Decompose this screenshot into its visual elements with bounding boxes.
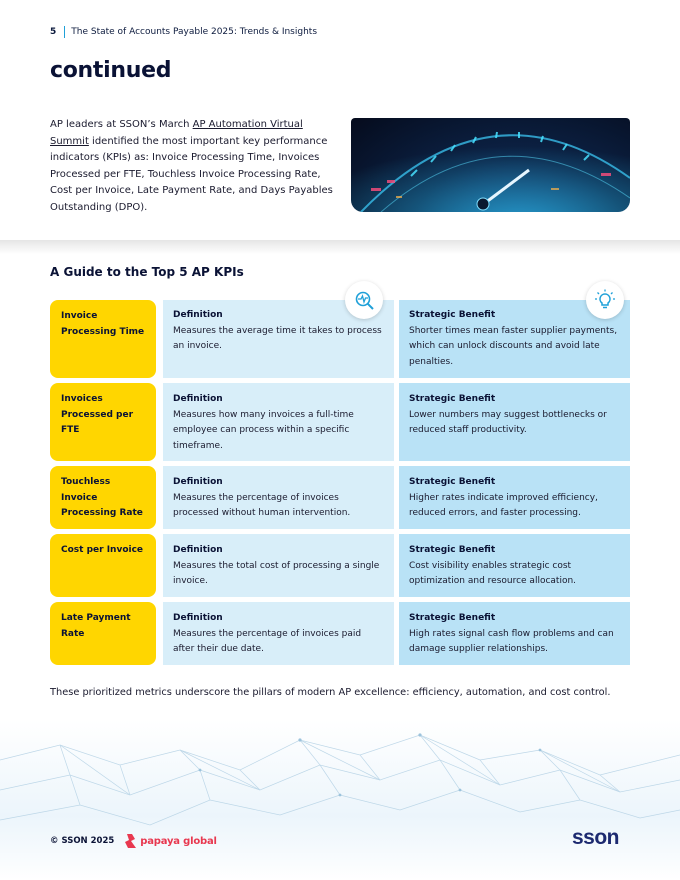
intro-paragraph — [50, 117, 335, 216]
definition-text: Measures the percentage of invoices processed without human intervention. — [173, 492, 351, 518]
papaya-logo-text: papaya global — [140, 835, 217, 847]
magnifier-chart-icon — [345, 281, 383, 319]
intro-text-end: identified the most important key performance indicators (KPIs) as: Invoice Processing Time, Invoices Processed per FTE, Touchless Invoice Processing Rate, Cost per Invoice, Late Payment Rate, and Days Payables Outstanding (DPO). — [50, 135, 333, 213]
definition-label: Definition — [173, 394, 223, 404]
definition-text: Measures the total cost of processing a single invoice. — [173, 560, 380, 586]
intro-text-start: AP leaders at SSON’s March — [50, 119, 193, 130]
footer-left — [50, 833, 217, 849]
kpi-name: Invoice Processing Time — [50, 300, 156, 378]
decorative-mesh-background — [0, 720, 680, 880]
benefit-label: Strategic Benefit — [409, 613, 496, 623]
benefit-label: Strategic Benefit — [409, 310, 496, 320]
benefit-label: Strategic Benefit — [409, 545, 496, 555]
page-number: 5 — [50, 27, 57, 37]
summit-link[interactable]: AP Automation Virtual Summit — [50, 119, 303, 147]
benefit-label: Strategic Benefit — [409, 394, 496, 404]
kpi-name: Invoices Processed per FTE — [50, 383, 156, 461]
kpi-definition — [163, 534, 394, 597]
kpi-definition — [163, 602, 394, 665]
page-header — [50, 26, 317, 38]
definition-label: Definition — [173, 545, 223, 555]
table-row — [50, 602, 630, 665]
kpi-name: Late Payment Rate — [50, 602, 156, 665]
kpi-definition — [163, 383, 394, 461]
papaya-mark-icon — [124, 833, 138, 849]
kpi-benefit — [399, 466, 630, 529]
table-row — [50, 383, 630, 461]
lightbulb-icon — [586, 281, 624, 319]
benefit-label: Strategic Benefit — [409, 477, 496, 487]
table-row — [50, 534, 630, 597]
definition-text: Measures how many invoices a full-time employee can process within a specific timeframe. — [173, 409, 354, 451]
kpi-name: Cost per Invoice — [50, 534, 156, 597]
report-title: The State of Accounts Payable 2025: Trends & Insights — [71, 27, 318, 37]
benefit-text: Shorter times mean faster supplier payments, which can unlock discounts and avoid late penalties. — [409, 325, 618, 367]
definition-text: Measures the percentage of invoices paid after their due date. — [173, 628, 362, 654]
benefit-text: Cost visibility enables strategic cost optimization and resource allocation. — [409, 560, 577, 586]
kpi-name: Touchless Invoice Processing Rate — [50, 466, 156, 529]
dashboard-gauge-image — [351, 118, 630, 212]
definition-label: Definition — [173, 477, 223, 487]
copyright: © SSON 2025 — [50, 836, 115, 846]
page-title: continued — [50, 58, 172, 83]
definition-label: Definition — [173, 613, 223, 623]
definition-text: Measures the average time it takes to process an invoice. — [173, 325, 382, 351]
kpi-benefit — [399, 534, 630, 597]
section-divider — [0, 240, 680, 254]
sson-logo: sson — [572, 826, 620, 849]
closing-statement: These prioritized metrics underscore the pillars of modern AP excellence: efficiency, automation, and cost control. — [50, 687, 611, 698]
table-row — [50, 300, 630, 378]
benefit-text: High rates signal cash flow problems and can damage supplier relationships. — [409, 628, 614, 654]
section-title: A Guide to the Top 5 AP KPIs — [50, 265, 244, 279]
header-divider — [64, 26, 65, 38]
kpi-benefit — [399, 383, 630, 461]
kpi-table — [50, 300, 630, 670]
benefit-text: Higher rates indicate improved efficiency, reduced errors, and faster processing. — [409, 492, 598, 518]
definition-label: Definition — [173, 310, 223, 320]
benefit-text: Lower numbers may suggest bottlenecks or reduced staff productivity. — [409, 409, 607, 435]
papaya-global-logo — [124, 833, 216, 849]
kpi-definition — [163, 466, 394, 529]
kpi-benefit — [399, 602, 630, 665]
table-row — [50, 466, 630, 529]
